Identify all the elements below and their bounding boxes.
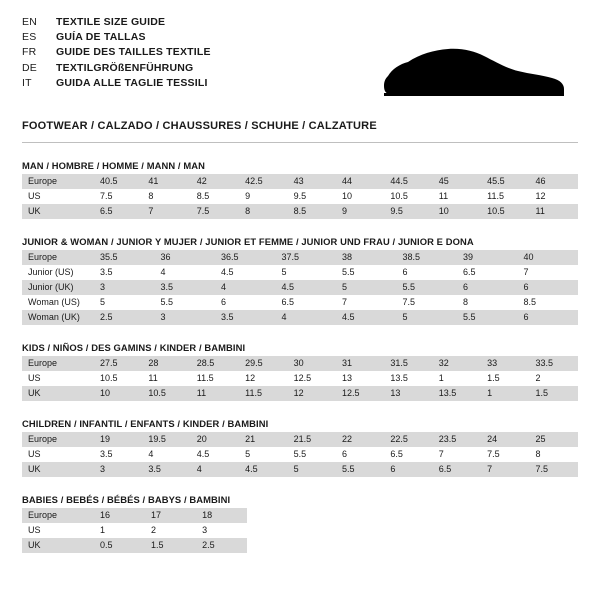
size-cell: 3	[196, 523, 247, 538]
size-cell: 21	[239, 432, 287, 447]
size-cell: 7	[481, 462, 529, 477]
size-cell: 45.5	[481, 174, 529, 189]
size-cell: 3.5	[142, 462, 190, 477]
size-cell: 35.5	[94, 250, 155, 265]
table-row	[22, 310, 578, 325]
size-cell: 40.5	[94, 174, 142, 189]
language-title: GUÍA DE TALLAS	[56, 31, 146, 44]
table-row	[22, 280, 578, 295]
size-cell: 19	[94, 432, 142, 447]
size-cell: 6.5	[433, 462, 481, 477]
size-cell: 8.5	[288, 204, 336, 219]
size-cell: 11	[142, 371, 190, 386]
size-cell: 21.5	[288, 432, 336, 447]
size-cell: 1	[94, 523, 145, 538]
row-label: UK	[22, 204, 94, 219]
row-label: Europe	[22, 174, 94, 189]
size-cell: 11.5	[481, 189, 529, 204]
size-cell: 40	[518, 250, 579, 265]
size-cell: 9	[336, 204, 384, 219]
row-label: Woman (US)	[22, 295, 94, 310]
size-cell: 10.5	[384, 189, 432, 204]
group-title: MAN / HOMBRE / HOMME / MANN / MAN	[22, 160, 205, 171]
size-cell: 6.5	[276, 295, 337, 310]
size-cell: 28	[142, 356, 190, 371]
size-cell: 3	[94, 462, 142, 477]
size-cell: 41	[142, 174, 190, 189]
size-cell: 5.5	[336, 462, 384, 477]
size-cell: 4	[142, 447, 190, 462]
row-label: Junior (US)	[22, 265, 94, 280]
size-cell: 36	[155, 250, 216, 265]
size-cell: 12.5	[288, 371, 336, 386]
size-cell: 5.5	[288, 447, 336, 462]
table-row	[22, 432, 578, 447]
size-group-junior-woman	[22, 236, 578, 325]
size-cell: 3	[94, 280, 155, 295]
size-cell: 5.5	[336, 265, 397, 280]
size-cell: 10	[336, 189, 384, 204]
language-title: GUIDA ALLE TAGLIE TESSILI	[56, 76, 208, 89]
size-cell: 3	[155, 310, 216, 325]
size-cell: 9.5	[288, 189, 336, 204]
size-cell: 28.5	[191, 356, 239, 371]
size-cell: 10.5	[142, 386, 190, 401]
size-cell: 45	[433, 174, 481, 189]
size-cell: 7.5	[397, 295, 458, 310]
table-row	[22, 174, 578, 189]
size-table	[22, 508, 247, 553]
header-divider	[22, 142, 578, 143]
size-cell: 6	[457, 280, 518, 295]
dress-shoe-icon	[376, 36, 566, 108]
size-cell: 13	[336, 371, 384, 386]
size-table	[22, 174, 578, 219]
row-label: Junior (UK)	[22, 280, 94, 295]
size-cell: 9.5	[384, 204, 432, 219]
size-cell: 44.5	[384, 174, 432, 189]
row-label: UK	[22, 538, 94, 553]
size-table	[22, 356, 578, 401]
size-group-kids	[22, 342, 578, 401]
table-row	[22, 523, 247, 538]
size-cell: 13	[384, 386, 432, 401]
table-row	[22, 250, 578, 265]
table-row	[22, 295, 578, 310]
table-row	[22, 386, 578, 401]
row-label: US	[22, 371, 94, 386]
size-cell: 5	[94, 295, 155, 310]
size-cell: 9	[239, 189, 287, 204]
size-cell: 17	[145, 508, 196, 523]
size-cell: 11	[530, 204, 578, 219]
size-cell: 1	[481, 386, 529, 401]
language-row	[22, 46, 211, 61]
size-cell: 4.5	[215, 265, 276, 280]
size-cell: 10	[433, 204, 481, 219]
language-code: FR	[22, 46, 37, 59]
size-cell: 43	[288, 174, 336, 189]
row-label: UK	[22, 386, 94, 401]
size-cell: 31	[336, 356, 384, 371]
size-cell: 12	[288, 386, 336, 401]
size-cell: 12	[530, 189, 578, 204]
size-cell: 4.5	[276, 280, 337, 295]
table-row	[22, 356, 578, 371]
size-cell: 12.5	[336, 386, 384, 401]
size-cell: 37.5	[276, 250, 337, 265]
size-cell: 19.5	[142, 432, 190, 447]
size-cell: 5	[336, 280, 397, 295]
language-title: TEXTILGRÖßENFÜHRUNG	[56, 61, 194, 74]
row-label: UK	[22, 462, 94, 477]
document-header	[22, 16, 578, 108]
language-code: ES	[22, 31, 37, 44]
row-label: Europe	[22, 356, 94, 371]
size-cell: 22	[336, 432, 384, 447]
size-cell: 5.5	[397, 280, 458, 295]
size-cell: 4.5	[336, 310, 397, 325]
table-row	[22, 462, 578, 477]
size-cell: 6	[384, 462, 432, 477]
size-cell: 4	[155, 265, 216, 280]
table-row	[22, 371, 578, 386]
size-table-body	[22, 356, 578, 401]
size-cell: 3.5	[215, 310, 276, 325]
language-code: IT	[22, 76, 32, 89]
row-label: US	[22, 447, 94, 462]
size-cell: 5	[288, 462, 336, 477]
size-cell: 13.5	[384, 371, 432, 386]
size-cell: 4	[215, 280, 276, 295]
size-cell: 7.5	[191, 204, 239, 219]
size-cell: 11.5	[191, 371, 239, 386]
size-cell: 44	[336, 174, 384, 189]
language-title-list-body	[22, 16, 211, 92]
size-cell: 3.5	[94, 447, 142, 462]
table-row	[22, 189, 578, 204]
size-cell: 25	[530, 432, 578, 447]
size-cell: 29.5	[239, 356, 287, 371]
language-row	[22, 16, 211, 31]
size-cell: 7	[518, 265, 579, 280]
row-label: US	[22, 189, 94, 204]
size-cell: 6	[215, 295, 276, 310]
size-cell: 33.5	[530, 356, 578, 371]
size-cell: 6.5	[94, 204, 142, 219]
size-cell: 1	[433, 371, 481, 386]
size-cell: 3.5	[94, 265, 155, 280]
size-group-children	[22, 418, 578, 477]
size-cell: 22.5	[384, 432, 432, 447]
size-cell: 30	[288, 356, 336, 371]
size-table	[22, 432, 578, 477]
size-cell: 8	[239, 204, 287, 219]
size-table-body	[22, 174, 578, 219]
size-cell: 46	[530, 174, 578, 189]
size-cell: 13.5	[433, 386, 481, 401]
size-cell: 36.5	[215, 250, 276, 265]
size-cell: 10.5	[94, 371, 142, 386]
size-cell: 6	[518, 310, 579, 325]
row-label: Europe	[22, 508, 94, 523]
size-cell: 4.5	[239, 462, 287, 477]
size-cell: 5.5	[457, 310, 518, 325]
size-table	[22, 250, 578, 325]
size-cell: 7.5	[530, 462, 578, 477]
size-cell: 32	[433, 356, 481, 371]
size-cell: 5	[397, 310, 458, 325]
size-cell: 7.5	[481, 447, 529, 462]
size-cell: 7	[142, 204, 190, 219]
size-cell: 6	[336, 447, 384, 462]
row-label: Europe	[22, 432, 94, 447]
size-cell: 4	[276, 310, 337, 325]
size-group-man	[22, 160, 578, 219]
size-cell: 1.5	[481, 371, 529, 386]
group-title: JUNIOR & WOMAN / JUNIOR Y MUJER / JUNIOR ET FEMME / JUNIOR UND FRAU / JUNIOR E DONA	[22, 236, 474, 247]
size-cell: 7	[336, 295, 397, 310]
size-cell: 10	[94, 386, 142, 401]
size-cell: 2	[145, 523, 196, 538]
size-cell: 8	[457, 295, 518, 310]
language-title: TEXTILE SIZE GUIDE	[56, 16, 166, 28]
row-label: Europe	[22, 250, 94, 265]
page-title: FOOTWEAR / CALZADO / CHAUSSURES / SCHUHE / CALZATURE	[22, 120, 377, 132]
size-cell: 11	[433, 189, 481, 204]
size-cell: 18	[196, 508, 247, 523]
group-title: KIDS / NIÑOS / DES GAMINS / KINDER / BAMBINI	[22, 342, 246, 353]
size-cell: 11	[191, 386, 239, 401]
size-cell: 39	[457, 250, 518, 265]
table-row	[22, 265, 578, 280]
size-cell: 6	[397, 265, 458, 280]
row-label: Woman (UK)	[22, 310, 94, 325]
size-cell: 8	[142, 189, 190, 204]
size-group-babies	[22, 494, 578, 553]
size-cell: 2	[530, 371, 578, 386]
size-cell: 8.5	[518, 295, 579, 310]
size-cell: 7	[433, 447, 481, 462]
size-cell: 33	[481, 356, 529, 371]
size-cell: 5.5	[155, 295, 216, 310]
size-cell: 42	[191, 174, 239, 189]
size-cell: 2.5	[94, 310, 155, 325]
size-cell: 16	[94, 508, 145, 523]
size-cell: 5	[276, 265, 337, 280]
size-cell: 42.5	[239, 174, 287, 189]
size-cell: 12	[239, 371, 287, 386]
size-cell: 5	[239, 447, 287, 462]
size-cell: 10.5	[481, 204, 529, 219]
size-cell: 6.5	[384, 447, 432, 462]
size-cell: 38	[336, 250, 397, 265]
size-cell: 31.5	[384, 356, 432, 371]
size-cell: 23.5	[433, 432, 481, 447]
language-title-list	[22, 16, 211, 92]
language-row	[22, 77, 211, 92]
table-row	[22, 538, 247, 553]
size-cell: 4	[191, 462, 239, 477]
size-cell: 3.5	[155, 280, 216, 295]
size-cell: 20	[191, 432, 239, 447]
size-table-body	[22, 508, 247, 553]
size-cell: 2.5	[196, 538, 247, 553]
language-row	[22, 62, 211, 77]
size-cell: 11.5	[239, 386, 287, 401]
language-row	[22, 31, 211, 46]
size-cell: 4.5	[191, 447, 239, 462]
group-title: BABIES / BEBÉS / BÉBÉS / BABYS / BAMBINI	[22, 494, 231, 505]
size-table-body	[22, 250, 578, 325]
language-code: DE	[22, 61, 37, 74]
language-title: GUIDE DES TAILLES TEXTILE	[56, 46, 211, 59]
size-cell: 1.5	[530, 386, 578, 401]
size-table-body	[22, 432, 578, 477]
table-row	[22, 508, 247, 523]
size-cell: 27.5	[94, 356, 142, 371]
size-cell: 1.5	[145, 538, 196, 553]
size-cell: 7.5	[94, 189, 142, 204]
group-title: CHILDREN / INFANTIL / ENFANTS / KINDER / BAMBINI	[22, 418, 269, 429]
row-label: US	[22, 523, 94, 538]
table-row	[22, 204, 578, 219]
size-cell: 24	[481, 432, 529, 447]
size-cell: 8	[530, 447, 578, 462]
size-cell: 38.5	[397, 250, 458, 265]
table-row	[22, 447, 578, 462]
size-cell: 8.5	[191, 189, 239, 204]
size-cell: 6	[518, 280, 579, 295]
language-code: EN	[22, 16, 37, 28]
size-cell: 0.5	[94, 538, 145, 553]
size-cell: 6.5	[457, 265, 518, 280]
